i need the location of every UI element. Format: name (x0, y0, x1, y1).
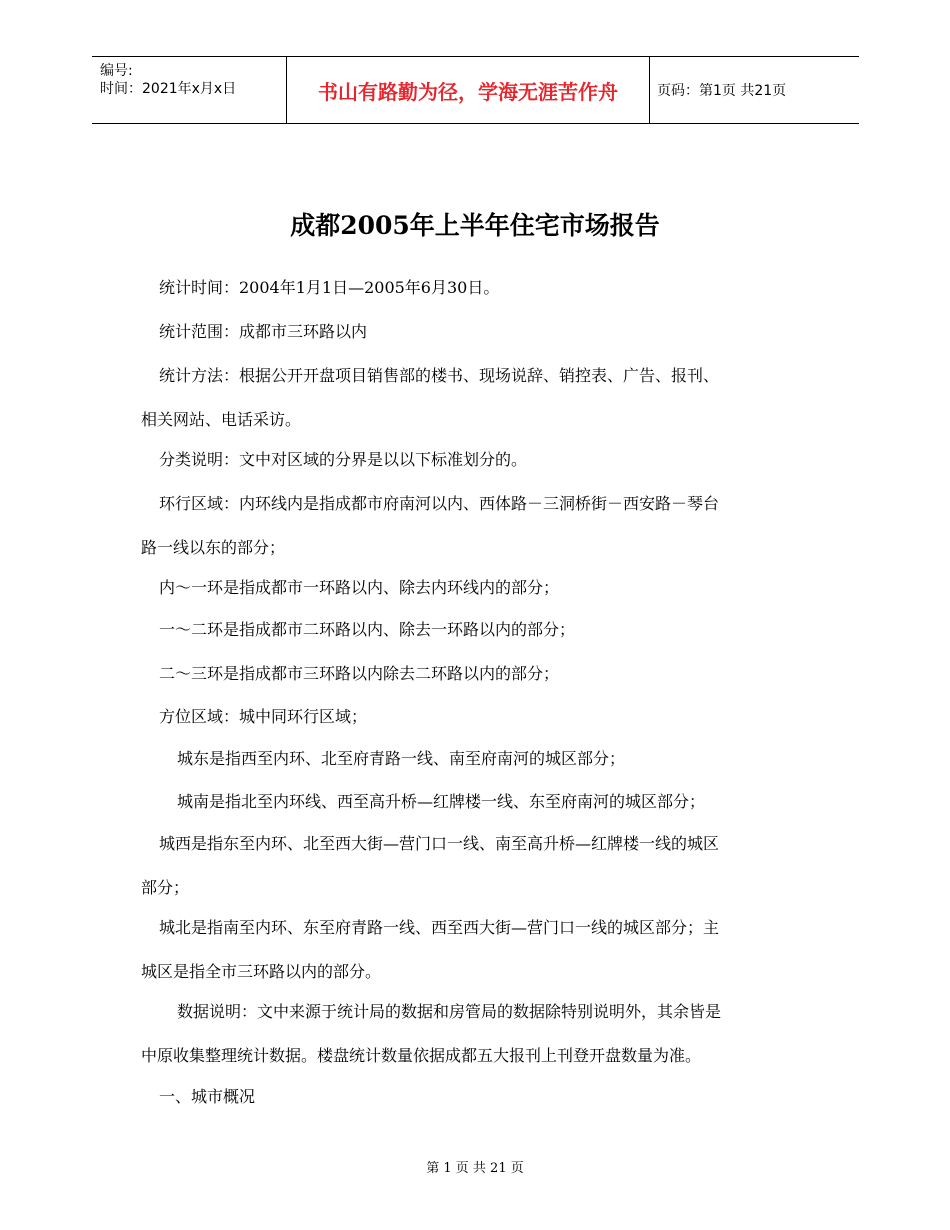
paragraph-line: 城区是指全市三环路以内的部分。 (141, 962, 382, 981)
document-number-label: 编号: (100, 63, 133, 79)
paragraph-line: 数据说明：文中来源于统计局的数据和房管局的数据除特别说明外，其余皆是 (177, 1002, 722, 1021)
paragraph-stat-scope (141, 314, 829, 350)
paragraph-data-notes (141, 994, 811, 1074)
section-heading-city-overview (141, 1079, 829, 1115)
paragraph-line: 部分； (141, 878, 190, 897)
paragraph-direction-areas (141, 699, 829, 735)
paragraph-stat-method (141, 358, 811, 438)
paragraph-line: 一～二环是指成都市二环路以内、除去一环路以内的部分； (159, 620, 576, 639)
paragraph-line: 相关网站、电话采访。 (141, 410, 302, 429)
paragraph-line: 环行区域：内环线内是指成都市府南河以内、西体路－三洞桥街－西安路－琴台 (159, 494, 720, 513)
page-footer: 第 1 页 共 21 页 (426, 1161, 524, 1176)
paragraph-city-south (141, 784, 847, 820)
paragraph-second-third-ring (141, 656, 829, 692)
header-motto-cell (286, 57, 650, 123)
paragraph-classification (141, 442, 829, 478)
paragraph-city-east (141, 741, 847, 777)
paragraph-line: 统计时间：2004年1月1日—2005年6月30日。 (159, 278, 500, 297)
paragraph-city-north (141, 910, 811, 990)
paragraph-line: 一、城市概况 (159, 1087, 256, 1106)
paragraph-line: 城南是指北至内环线、西至高升桥—红牌楼一线、东至府南河的城区部分； (177, 792, 706, 811)
paragraph-line: 二～三环是指成都市三环路以内除去二环路以内的部分； (159, 664, 560, 683)
document-time-label: 时间：2021年x月x日 (100, 81, 237, 97)
paragraph-line: 方位区域：城中同环行区域； (159, 707, 368, 726)
paragraph-line: 城东是指西至内环、北至府青路一线、南至府南河的城区部分； (177, 749, 626, 768)
paragraph-line: 统计范围：成都市三环路以内 (159, 322, 368, 341)
paragraph-ring-areas (141, 486, 811, 566)
paragraph-line: 城西是指东至内环、北至西大街—营门口一线、南至高升桥—红牌楼一线的城区 (159, 834, 720, 853)
paragraph-line: 内～一环是指成都市一环路以内、除去内环线内的部分； (159, 578, 560, 597)
paragraph-line: 统计方法：根据公开开盘项目销售部的楼书、现场说辞、销控表、广告、报刊、 (159, 366, 720, 385)
paragraph-line: 中原收集整理统计数据。楼盘统计数量依据成都五大报刊上刊登开盘数量为准。 (141, 1046, 702, 1065)
paragraph-stat-time (141, 270, 829, 306)
paragraph-first-second-ring (141, 612, 829, 648)
paragraph-city-west (141, 826, 811, 906)
paragraph-inner-first-ring (141, 570, 829, 606)
paragraph-line: 路一线以东的部分； (141, 538, 286, 557)
header-page-cell (649, 57, 859, 123)
header-motto: 书山有路勤为径，学海无涯苦作舟 (318, 79, 618, 104)
page-header (92, 56, 859, 124)
document-title: 成都2005年上半年住宅市场报告 (290, 211, 660, 240)
header-meta-cell (92, 57, 286, 123)
header-page-info: 页码：第1页 共21页 (657, 83, 787, 99)
paragraph-line: 城北是指南至内环、东至府青路一线、西至西大街—营门口一线的城区部分；主 (159, 918, 720, 937)
paragraph-line: 分类说明：文中对区域的分界是以以下标准划分的。 (159, 450, 528, 469)
